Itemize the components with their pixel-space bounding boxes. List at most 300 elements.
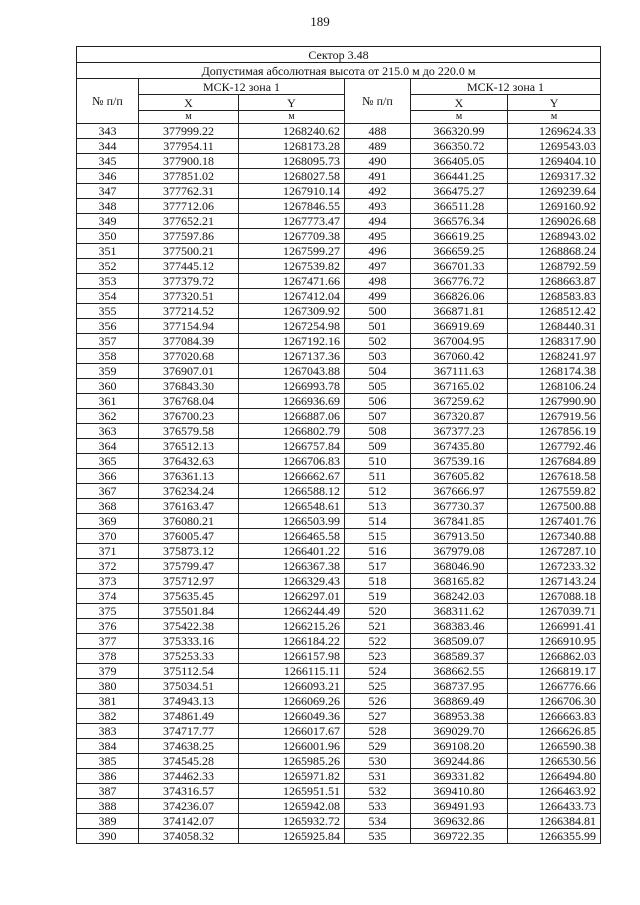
sector-title: Сектор 3.48: [77, 47, 601, 63]
point-number-left: 354: [77, 289, 139, 304]
y-left: 1265942.08: [239, 799, 345, 814]
point-number-right: 488: [345, 124, 411, 139]
x-left: 375034.51: [139, 679, 239, 694]
table-row: [77, 244, 601, 259]
x-left: 376512.13: [139, 439, 239, 454]
point-number-right: 519: [345, 589, 411, 604]
point-number-left: 377: [77, 634, 139, 649]
col-header-y-right: Y: [508, 95, 601, 111]
point-number-left: 380: [77, 679, 139, 694]
point-number-right: 529: [345, 739, 411, 754]
point-number-left: 347: [77, 184, 139, 199]
point-number-right: 506: [345, 394, 411, 409]
x-right: 367259.62: [411, 394, 508, 409]
y-left: 1268173.28: [239, 139, 345, 154]
table-row: [77, 574, 601, 589]
x-left: 374316.57: [139, 784, 239, 799]
point-number-left: 345: [77, 154, 139, 169]
x-left: 377379.72: [139, 274, 239, 289]
y-right: 1266384.81: [508, 814, 601, 829]
y-right: 1267401.76: [508, 514, 601, 529]
x-left: 377851.02: [139, 169, 239, 184]
point-number-right: 530: [345, 754, 411, 769]
point-number-left: 372: [77, 559, 139, 574]
point-number-left: 381: [77, 694, 139, 709]
y-left: 1265925.84: [239, 829, 345, 844]
point-number-left: 364: [77, 439, 139, 454]
y-right: 1268241.97: [508, 349, 601, 364]
y-right: 1269404.10: [508, 154, 601, 169]
point-number-left: 382: [77, 709, 139, 724]
point-number-left: 363: [77, 424, 139, 439]
unit-y-right: м: [508, 111, 601, 124]
point-number-right: 526: [345, 694, 411, 709]
x-left: 377500.21: [139, 244, 239, 259]
table-row: [77, 424, 601, 439]
table-row: [77, 184, 601, 199]
x-left: 376163.47: [139, 499, 239, 514]
x-left: 376361.13: [139, 469, 239, 484]
y-right: 1268317.90: [508, 334, 601, 349]
point-number-right: 512: [345, 484, 411, 499]
table-row: [77, 409, 601, 424]
point-number-right: 515: [345, 529, 411, 544]
point-number-right: 516: [345, 544, 411, 559]
table-row: [77, 334, 601, 349]
col-header-num-left: № п/п: [77, 79, 139, 124]
table-row: [77, 319, 601, 334]
point-number-left: 376: [77, 619, 139, 634]
x-right: 369244.86: [411, 754, 508, 769]
point-number-right: 525: [345, 679, 411, 694]
y-left: 1266244.49: [239, 604, 345, 619]
point-number-right: 504: [345, 364, 411, 379]
y-left: 1268027.58: [239, 169, 345, 184]
y-right: 1269239.64: [508, 184, 601, 199]
table-row: [77, 154, 601, 169]
table-row: [77, 619, 601, 634]
x-left: 377954.11: [139, 139, 239, 154]
point-number-left: 384: [77, 739, 139, 754]
point-number-right: 533: [345, 799, 411, 814]
y-right: 1266776.66: [508, 679, 601, 694]
y-right: 1266706.30: [508, 694, 601, 709]
y-right: 1269026.68: [508, 214, 601, 229]
x-right: 368662.55: [411, 664, 508, 679]
y-left: 1267192.16: [239, 334, 345, 349]
x-right: 367435.80: [411, 439, 508, 454]
x-left: 375635.45: [139, 589, 239, 604]
y-right: 1267684.89: [508, 454, 601, 469]
y-right: 1266626.85: [508, 724, 601, 739]
point-number-left: 358: [77, 349, 139, 364]
x-left: 374236.07: [139, 799, 239, 814]
point-number-left: 365: [77, 454, 139, 469]
point-number-left: 386: [77, 769, 139, 784]
y-left: 1267709.38: [239, 229, 345, 244]
y-right: 1267919.56: [508, 409, 601, 424]
table-row: [77, 364, 601, 379]
col-header-y-left: Y: [239, 95, 345, 111]
x-right: 367165.02: [411, 379, 508, 394]
point-number-right: 521: [345, 619, 411, 634]
point-number-left: 350: [77, 229, 139, 244]
y-right: 1267143.24: [508, 574, 601, 589]
table-row: [77, 739, 601, 754]
y-left: 1267910.14: [239, 184, 345, 199]
table-row: [77, 214, 601, 229]
point-number-left: 390: [77, 829, 139, 844]
y-right: 1266530.56: [508, 754, 601, 769]
y-right: 1267856.19: [508, 424, 601, 439]
x-left: 376843.30: [139, 379, 239, 394]
point-number-left: 362: [77, 409, 139, 424]
point-number-right: 514: [345, 514, 411, 529]
x-left: 374545.28: [139, 754, 239, 769]
x-left: 375873.12: [139, 544, 239, 559]
y-left: 1268095.73: [239, 154, 345, 169]
y-right: 1268174.38: [508, 364, 601, 379]
x-right: 368311.62: [411, 604, 508, 619]
x-right: 368242.03: [411, 589, 508, 604]
table-row: [77, 469, 601, 484]
y-left: 1266706.83: [239, 454, 345, 469]
x-left: 375799.47: [139, 559, 239, 574]
x-right: 366441.25: [411, 169, 508, 184]
point-number-right: 511: [345, 469, 411, 484]
x-left: 375333.16: [139, 634, 239, 649]
point-number-right: 522: [345, 634, 411, 649]
x-right: 367913.50: [411, 529, 508, 544]
y-left: 1266662.67: [239, 469, 345, 484]
point-number-right: 489: [345, 139, 411, 154]
y-right: 1269160.92: [508, 199, 601, 214]
y-left: 1267773.47: [239, 214, 345, 229]
x-left: 377020.68: [139, 349, 239, 364]
y-left: 1266548.61: [239, 499, 345, 514]
y-right: 1266494.80: [508, 769, 601, 784]
x-left: 374861.49: [139, 709, 239, 724]
table-row: [77, 679, 601, 694]
y-right: 1267340.88: [508, 529, 601, 544]
point-number-right: 535: [345, 829, 411, 844]
table-row: [77, 604, 601, 619]
point-number-right: 510: [345, 454, 411, 469]
y-right: 1266590.38: [508, 739, 601, 754]
y-right: 1267088.18: [508, 589, 601, 604]
point-number-right: 505: [345, 379, 411, 394]
x-left: 374943.13: [139, 694, 239, 709]
x-left: 377214.52: [139, 304, 239, 319]
point-number-right: 498: [345, 274, 411, 289]
y-left: 1266993.78: [239, 379, 345, 394]
point-number-left: 389: [77, 814, 139, 829]
table-row: [77, 559, 601, 574]
y-right: 1268792.59: [508, 259, 601, 274]
table-row: [77, 379, 601, 394]
point-number-right: 494: [345, 214, 411, 229]
x-left: 377445.12: [139, 259, 239, 274]
point-number-right: 528: [345, 724, 411, 739]
table-row: [77, 649, 601, 664]
point-number-right: 499: [345, 289, 411, 304]
y-right: 1268943.02: [508, 229, 601, 244]
point-number-left: 375: [77, 604, 139, 619]
point-number-left: 378: [77, 649, 139, 664]
table-row: [77, 664, 601, 679]
unit-x-left: м: [139, 111, 239, 124]
y-right: 1266355.99: [508, 829, 601, 844]
y-left: 1265951.51: [239, 784, 345, 799]
page-number: 189: [310, 14, 330, 29]
point-number-left: 348: [77, 199, 139, 214]
y-left: 1266069.26: [239, 694, 345, 709]
point-number-left: 367: [77, 484, 139, 499]
x-left: 376080.21: [139, 514, 239, 529]
x-right: 366511.28: [411, 199, 508, 214]
point-number-left: 343: [77, 124, 139, 139]
y-left: 1267412.04: [239, 289, 345, 304]
point-number-left: 351: [77, 244, 139, 259]
table-row: [77, 544, 601, 559]
point-number-right: 513: [345, 499, 411, 514]
table-row: [77, 829, 601, 844]
y-left: 1266001.96: [239, 739, 345, 754]
table-row: [77, 274, 601, 289]
x-right: 369029.70: [411, 724, 508, 739]
table-row: [77, 124, 601, 139]
x-right: 367605.82: [411, 469, 508, 484]
table-body: [77, 124, 601, 844]
x-right: 366659.25: [411, 244, 508, 259]
x-right: 366475.27: [411, 184, 508, 199]
x-right: 367377.23: [411, 424, 508, 439]
table-row: [77, 589, 601, 604]
y-left: 1266401.22: [239, 544, 345, 559]
table-row: [77, 259, 601, 274]
y-right: 1266991.41: [508, 619, 601, 634]
y-right: 1267233.32: [508, 559, 601, 574]
x-left: 377320.51: [139, 289, 239, 304]
point-number-right: 524: [345, 664, 411, 679]
y-left: 1266802.79: [239, 424, 345, 439]
y-left: 1266329.43: [239, 574, 345, 589]
x-left: 376579.58: [139, 424, 239, 439]
x-left: 377999.22: [139, 124, 239, 139]
y-right: 1268868.24: [508, 244, 601, 259]
table-row: [77, 169, 601, 184]
point-number-right: 517: [345, 559, 411, 574]
y-right: 1266463.92: [508, 784, 601, 799]
x-left: 376907.01: [139, 364, 239, 379]
x-right: 366405.05: [411, 154, 508, 169]
point-number-left: 357: [77, 334, 139, 349]
x-left: 377084.39: [139, 334, 239, 349]
point-number-left: 368: [77, 499, 139, 514]
x-left: 377597.86: [139, 229, 239, 244]
point-number-left: 371: [77, 544, 139, 559]
y-left: 1265985.26: [239, 754, 345, 769]
y-left: 1266465.58: [239, 529, 345, 544]
unit-y-left: м: [239, 111, 345, 124]
point-number-left: 387: [77, 784, 139, 799]
x-right: 369331.82: [411, 769, 508, 784]
point-number-right: 523: [345, 649, 411, 664]
point-number-left: 373: [77, 574, 139, 589]
point-number-right: 507: [345, 409, 411, 424]
y-left: 1266184.22: [239, 634, 345, 649]
x-left: 375112.54: [139, 664, 239, 679]
y-right: 1266910.95: [508, 634, 601, 649]
x-right: 367666.97: [411, 484, 508, 499]
y-left: 1267539.82: [239, 259, 345, 274]
table-row: [77, 199, 601, 214]
y-left: 1267471.66: [239, 274, 345, 289]
point-number-right: 491: [345, 169, 411, 184]
y-left: 1268240.62: [239, 124, 345, 139]
x-right: 367539.16: [411, 454, 508, 469]
y-right: 1267287.10: [508, 544, 601, 559]
y-left: 1266017.67: [239, 724, 345, 739]
coordinates-table: [76, 46, 601, 844]
x-right: 366701.33: [411, 259, 508, 274]
table-row: [77, 289, 601, 304]
table-row: [77, 724, 601, 739]
x-left: 376234.24: [139, 484, 239, 499]
x-right: 366919.69: [411, 319, 508, 334]
x-left: 375422.38: [139, 619, 239, 634]
point-number-left: 370: [77, 529, 139, 544]
point-number-left: 361: [77, 394, 139, 409]
point-number-left: 374: [77, 589, 139, 604]
y-right: 1267500.88: [508, 499, 601, 514]
x-right: 367111.63: [411, 364, 508, 379]
y-right: 1267559.82: [508, 484, 601, 499]
x-left: 377762.31: [139, 184, 239, 199]
y-left: 1266588.12: [239, 484, 345, 499]
y-right: 1267792.46: [508, 439, 601, 454]
x-right: 367730.37: [411, 499, 508, 514]
point-number-right: 518: [345, 574, 411, 589]
x-right: 366619.25: [411, 229, 508, 244]
col-header-system-right: МСК-12 зона 1: [411, 79, 601, 95]
y-right: 1268440.31: [508, 319, 601, 334]
x-right: 366871.81: [411, 304, 508, 319]
x-left: 377652.21: [139, 214, 239, 229]
x-right: 368509.07: [411, 634, 508, 649]
y-left: 1266503.99: [239, 514, 345, 529]
y-left: 1266049.36: [239, 709, 345, 724]
point-number-left: 344: [77, 139, 139, 154]
x-right: 369108.20: [411, 739, 508, 754]
point-number-right: 534: [345, 814, 411, 829]
point-number-left: 346: [77, 169, 139, 184]
point-number-right: 490: [345, 154, 411, 169]
y-right: 1266819.17: [508, 664, 601, 679]
x-left: 376005.47: [139, 529, 239, 544]
point-number-right: 532: [345, 784, 411, 799]
x-right: 369491.93: [411, 799, 508, 814]
table-row: [77, 694, 601, 709]
x-left: 375501.84: [139, 604, 239, 619]
x-right: 369632.86: [411, 814, 508, 829]
x-left: 376432.63: [139, 454, 239, 469]
point-number-right: 527: [345, 709, 411, 724]
point-number-right: 520: [345, 604, 411, 619]
point-number-right: 493: [345, 199, 411, 214]
y-left: 1267137.36: [239, 349, 345, 364]
x-left: 377712.06: [139, 199, 239, 214]
table-row: [77, 484, 601, 499]
x-right: 367841.85: [411, 514, 508, 529]
y-right: 1267990.90: [508, 394, 601, 409]
y-left: 1267846.55: [239, 199, 345, 214]
table-row: [77, 709, 601, 724]
y-left: 1266936.69: [239, 394, 345, 409]
point-number-left: 353: [77, 274, 139, 289]
y-left: 1267599.27: [239, 244, 345, 259]
table-row: [77, 439, 601, 454]
x-left: 375712.97: [139, 574, 239, 589]
y-right: 1269317.32: [508, 169, 601, 184]
x-right: 366350.72: [411, 139, 508, 154]
y-left: 1265932.72: [239, 814, 345, 829]
point-number-right: 531: [345, 769, 411, 784]
table-row: [77, 814, 601, 829]
x-left: 374717.77: [139, 724, 239, 739]
x-right: 367060.42: [411, 349, 508, 364]
x-left: 376700.23: [139, 409, 239, 424]
unit-x-right: м: [411, 111, 508, 124]
y-left: 1265971.82: [239, 769, 345, 784]
x-right: 369410.80: [411, 784, 508, 799]
x-left: 374058.32: [139, 829, 239, 844]
y-left: 1267309.92: [239, 304, 345, 319]
x-right: 366320.99: [411, 124, 508, 139]
table-row: [77, 754, 601, 769]
col-header-x-left: X: [139, 95, 239, 111]
y-left: 1266887.06: [239, 409, 345, 424]
col-header-system-left: МСК-12 зона 1: [139, 79, 345, 95]
table-row: [77, 634, 601, 649]
y-right: 1266862.03: [508, 649, 601, 664]
table-row: [77, 529, 601, 544]
y-right: 1269624.33: [508, 124, 601, 139]
point-number-left: 360: [77, 379, 139, 394]
col-header-x-right: X: [411, 95, 508, 111]
point-number-right: 503: [345, 349, 411, 364]
point-number-right: 497: [345, 259, 411, 274]
table-row: [77, 139, 601, 154]
x-right: 366826.06: [411, 289, 508, 304]
point-number-left: 352: [77, 259, 139, 274]
y-right: 1268663.87: [508, 274, 601, 289]
table-row: [77, 229, 601, 244]
x-left: 377900.18: [139, 154, 239, 169]
x-right: 367004.95: [411, 334, 508, 349]
x-right: 368869.49: [411, 694, 508, 709]
table-row: [77, 394, 601, 409]
table-row: [77, 514, 601, 529]
table-row: [77, 799, 601, 814]
point-number-left: 366: [77, 469, 139, 484]
table-row: [77, 784, 601, 799]
y-left: 1266115.11: [239, 664, 345, 679]
point-number-right: 500: [345, 304, 411, 319]
x-right: 369722.35: [411, 829, 508, 844]
point-number-left: 369: [77, 514, 139, 529]
y-right: 1266433.73: [508, 799, 601, 814]
